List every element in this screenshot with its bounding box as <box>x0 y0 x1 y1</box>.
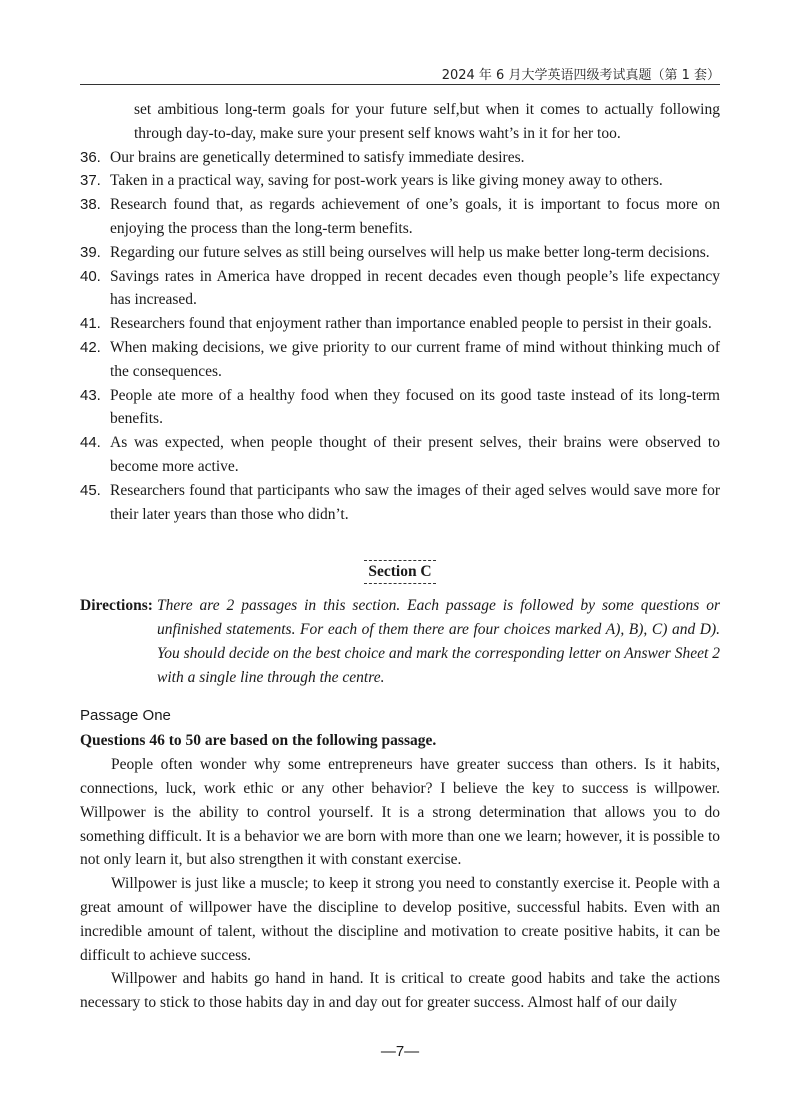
passage-paragraph: People often wonder why some entrepreneurs have greater success than others. Is it habits, connections, luck, work ethic or any other behavior? I believe the key to success is willpower. Willpower is the ability to control yourself. It is a strong determination that allows you to do something difficult. It is a behavior we are born with more than one we learn; however, it is possible to not only learn it, but also strengthen it with constant exercise. <box>80 756 720 869</box>
passage-paragraph: Willpower is just like a muscle; to keep it strong you need to constantly exercise it. People with a great amount of willpower have the discipline to develop positive, successful habits. Even with an incredible amount of talent, without the discipline and motivation to create positive habits, it can be difficult to achieve success. <box>80 875 720 964</box>
statement-text: Researchers found that enjoyment rather than importance enabled people to persist in their goals. <box>110 315 712 333</box>
statement-text: Researchers found that participants who saw the images of their aged selves would save more for their later years than those who didn’t. <box>110 481 720 523</box>
statement-text: As was expected, when people thought of their present selves, their brains were observed to become more active. <box>110 434 720 475</box>
passage-label: Passage One <box>80 706 171 724</box>
statement-text: Savings rates in America have dropped in recent decades even though people’s life expectancy has increased. <box>110 267 720 309</box>
statement-number: 36. <box>80 148 101 166</box>
statement-number: 39. <box>80 243 101 261</box>
questions-title: Questions 46 to 50 are based on the following passage. <box>80 732 437 750</box>
statement-text: Taken in a practical way, saving for post-work years is like giving money away to others. <box>110 172 663 190</box>
statement-text: When making decisions, we give priority to our current frame of mind without thinking much of the consequences. <box>110 338 720 380</box>
statement-item <box>80 336 720 384</box>
statement-number: 42. <box>80 338 101 356</box>
statement-number: 37. <box>80 172 101 190</box>
statement-item <box>80 265 720 313</box>
header-rule <box>80 84 720 85</box>
statement-list <box>80 146 720 527</box>
statement-item <box>80 241 720 265</box>
statement-item <box>80 193 720 241</box>
statement-item <box>80 146 720 170</box>
statement-item <box>80 384 720 432</box>
statement-number: 41. <box>80 315 101 333</box>
statement-item <box>80 169 720 193</box>
statement-text: Regarding our future selves as still being ourselves will help us make better long-term decisions. <box>110 243 710 261</box>
statement-text: Research found that, as regards achievement of one’s goals, it is important to focus more on enjoying the process than the long-term benefits. <box>110 196 720 237</box>
statement-number: 44. <box>80 434 101 452</box>
statement-number: 43. <box>80 386 101 404</box>
page-number: —7— <box>380 1043 420 1060</box>
section-heading <box>80 560 720 584</box>
statement-number: 38. <box>80 196 101 214</box>
directions-label: Directions: <box>80 597 153 615</box>
statement-item <box>80 431 720 479</box>
directions-text: There are 2 passages in this section. Each passage is followed by some questions or unfinished statements. For each of them there are four choices marked A), B), C) and D). You should decide on the best choice and mark the corresponding letter on Answer Sheet 2 with a single line through the centre. <box>157 597 720 686</box>
section-title: Section C <box>364 560 435 584</box>
passage-paragraph: Willpower and habits go hand in hand. It is critical to create good habits and take the actions necessary to stick to those habits day in and day out for greater success. Almost half of our daily <box>80 970 720 1012</box>
statement-text: People ate more of a healthy food when they focused on its good taste instead of its long-term benefits. <box>110 386 720 428</box>
statement-number: 40. <box>80 267 101 285</box>
statement-number: 45. <box>80 481 101 499</box>
statement-text: Our brains are genetically determined to satisfy immediate desires. <box>110 148 525 166</box>
continuation-text: set ambitious long-term goals for your future self,but when it comes to actually following through day-to-day, make sure your present self knows waht’s in it for her too. <box>134 101 720 142</box>
directions <box>80 594 720 689</box>
statement-item <box>80 479 720 527</box>
page-header: 2024 年 6 月大学英语四级考试真题（第 1 套） <box>441 68 720 83</box>
page-body <box>80 98 720 1015</box>
statement-item <box>80 312 720 336</box>
